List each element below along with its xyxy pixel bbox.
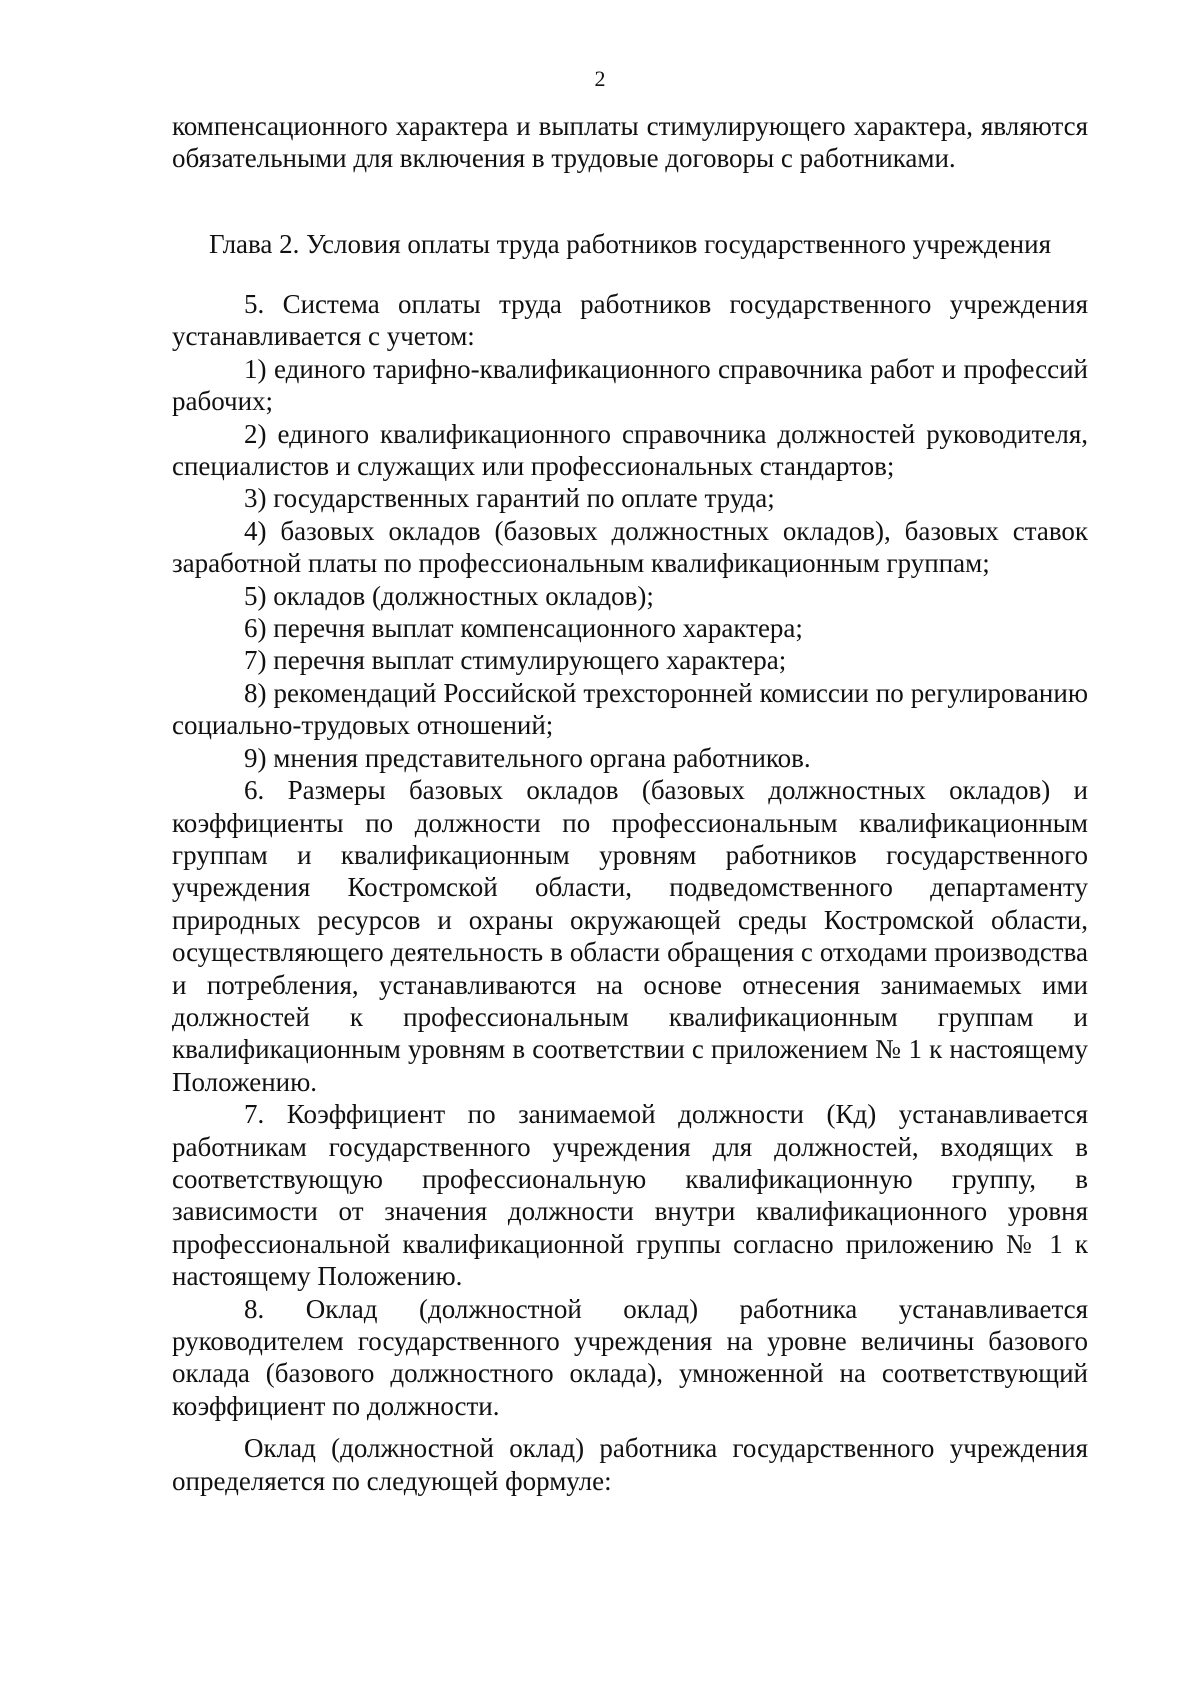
paragraph-8: 8. Оклад (должностной оклад) работника устанавливается руководителем государственного учреждения на уровне величины базового оклада (базового должностного оклада), умноженной на соответствующий коэффициент по должности. [172, 1293, 1088, 1421]
list-item-4: 4) базовых окладов (базовых должностных окладов), базовых ставок заработной платы по профессиональным квалификационным группам; [172, 515, 1088, 579]
list-item-2: 2) единого квалификационного справочника должностей руководителя, специалистов и служащих или профессиональных стандартов; [172, 418, 1088, 482]
list-item-9: 9) мнения представительного органа работников. [244, 742, 811, 773]
paragraph-6: 6. Размеры базовых окладов (базовых должностных окладов) и коэффициенты по должности по профессиональным квалификационным группам и квалификационным уровням работников государственного учреждения Костромской области, подведомственного департаменту природных ресурсов и охраны окружающей среды Костромской области, осуществляющего деятельность в области обращения с отходами производства и потребления, устанавливаются на основе отнесения занимаемых ими должностей к профессиональным квалификационным группам и квалификационным уровням в соответствии с приложением № 1 к настоящему Положению. [172, 775, 1088, 1097]
chapter-title: Глава 2. Условия оплаты труда работников государственного учреждения [209, 229, 1051, 259]
intro-block [172, 110, 1088, 175]
paragraph-5: 5. Система оплаты труда работников государственного учреждения устанавливается с учетом: [172, 289, 1088, 352]
list-item-6: 6) перечня выплат компенсационного характера; [244, 613, 803, 644]
list-item-3: 3) государственных гарантий по оплате труда; [244, 483, 775, 514]
list-item-1: 1) единого тарифно-квалификационного справочника работ и профессий рабочих; [172, 353, 1088, 417]
body-text [172, 288, 1088, 1497]
page-number: 2 [594, 66, 606, 91]
list-item-5: 5) окладов (должностных окладов); [244, 580, 654, 611]
list-item-8: 8) рекомендаций Российской трехсторонней комиссии по регулированию социально-трудовых отношений; [172, 677, 1088, 741]
intro-paragraph: компенсационного характера и выплаты стимулирующего характера, являются обязательными для включения в трудовые договоры с работниками. [172, 111, 1088, 174]
formula-intro-paragraph: Оклад (должностной оклад) работника государственного учреждения определяется по следующей формуле: [172, 1433, 1088, 1496]
list-item-7: 7) перечня выплат стимулирующего характера; [244, 645, 787, 676]
paragraph-7: 7. Коэффициент по занимаемой должности (Кд) устанавливается работникам государственного учреждения для должностей, входящих в соответствующую профессиональную квалификационную группу, в зависимости от значения должности внутри квалификационного уровня профессиональной квалификационной группы согласно приложению № 1 к настоящему Положению. [172, 1099, 1088, 1292]
